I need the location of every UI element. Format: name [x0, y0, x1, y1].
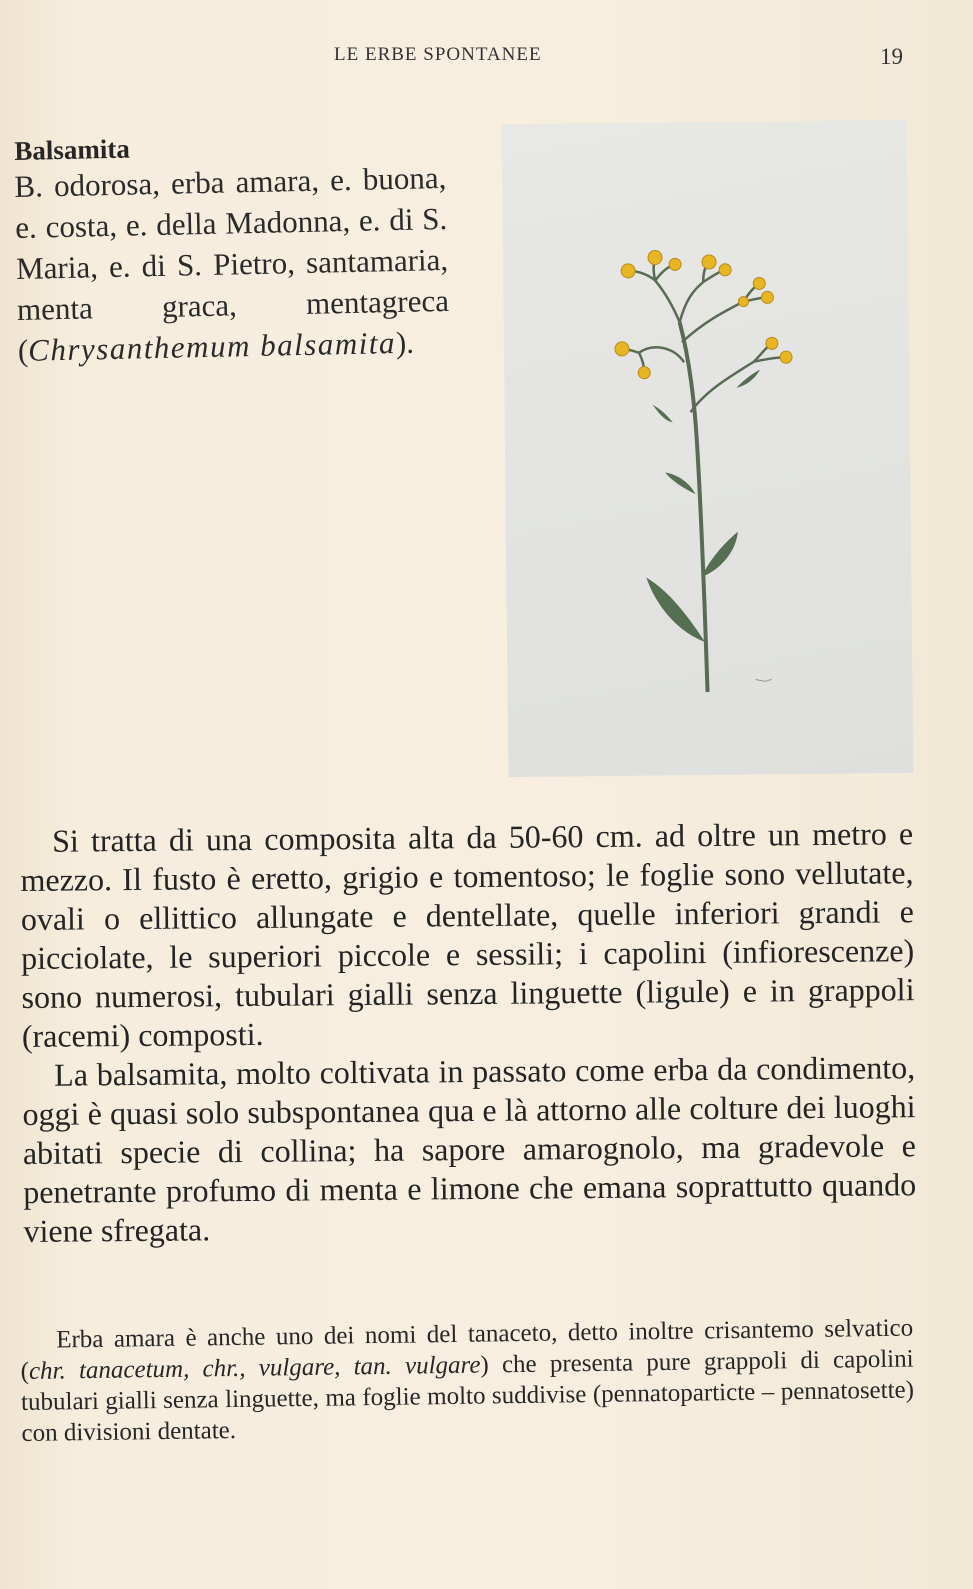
footnote-italic-names: chr. tanacetum, chr., vulgare, tan. vulgare	[28, 1351, 481, 1385]
illustrator-mark	[755, 679, 771, 681]
synonyms-block	[14, 157, 450, 371]
page-number: 19	[880, 44, 903, 69]
footnote-text-a: Erba amara è anche uno dei nomi del tanaceto, detto inoltre crisantemo selvatico (	[20, 1314, 914, 1385]
footnote	[20, 1313, 915, 1449]
body-paragraph-1: Si tratta di una composita alta da 50-60 cm. ad oltre un metro e mezzo. Il fusto è eretto, grigio e tomentoso; le foglie sono vellutate, ovali o ellittico allungate e dentellate, quelle inferiori grandi e picciolate, le superiori piccole e sessili; i capolini (infiorescenze) sono numerosi, tubulari gialli senza linguette (ligule) e in grappoli (racemi) composti.	[20, 815, 915, 1054]
scientific-name: Chrysanthemum balsamita	[27, 325, 397, 368]
plant-drawing	[502, 120, 914, 777]
plant-stem	[680, 322, 708, 692]
body-paragraph-2: La balsamita, molto coltivata in passato come erba da condimento, oggi è quasi solo subspontanea qua e là attorno alle colture dei luoghi abitati specie di collina; ha sapore amarognolo, ma gradevole e penetrante profumo di menta e limone che emana soprattutto quando viene sfregata.	[22, 1049, 917, 1249]
balsamita-plant-illustration	[502, 120, 914, 777]
footnote-text-b: ) che presenta pure grappoli di capolini tubulari gialli senza linguette, ma foglie molto suddivise (pennatoparticte – pennatosette) con divisioni dentate.	[20, 1345, 915, 1447]
entry-title: Balsamita	[14, 133, 131, 166]
synonyms-close: ).	[395, 324, 415, 361]
body-text	[20, 814, 917, 1251]
synonyms-text: B. odorosa, erba amara, e. buona, e. costa, e. della Madonna, e. di S. Maria, e. di S. Pietro, santamaria, menta graca, mentagreca (	[14, 159, 450, 368]
running-head: LE ERBE SPONTANEE	[334, 44, 542, 65]
